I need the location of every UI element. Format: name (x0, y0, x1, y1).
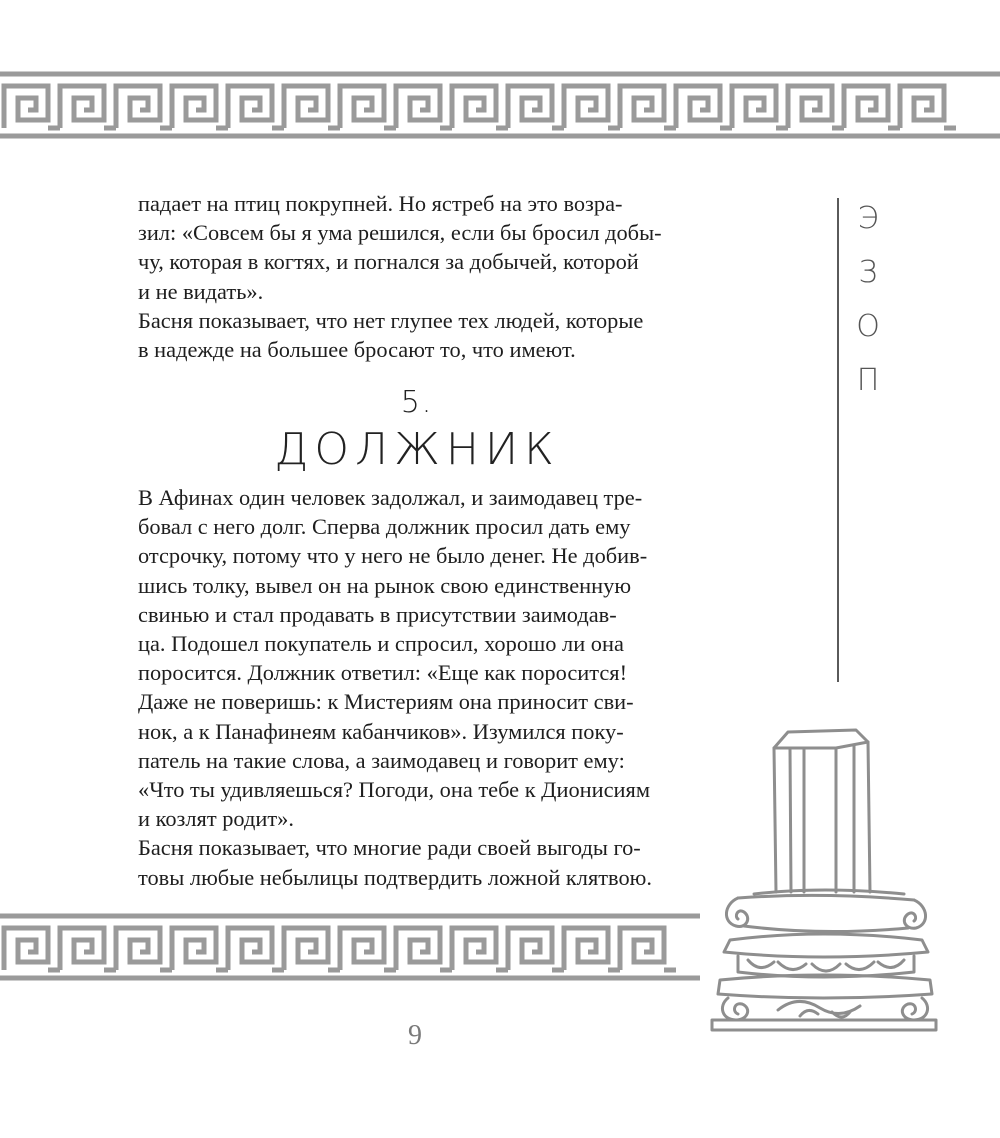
fable-title: ДОЛЖНИК (274, 424, 560, 475)
text-line: в надежде на большее бросают то, что имеют. (138, 337, 576, 363)
page-number: 9 (408, 1020, 422, 1051)
running-head-letter: З (858, 255, 878, 290)
greek-key-border-top-icon (0, 66, 1000, 144)
text-line: шись толку, вывел он на рынок свою единственную (138, 572, 632, 598)
meander-segment (4, 86, 48, 128)
greek-key-border-bottom-icon (0, 908, 700, 986)
text-line: Даже не поверишь: к Мистериям она приносит сви- (138, 689, 634, 715)
meander-segment (732, 86, 776, 128)
meander-segment (676, 86, 720, 128)
meander-segment (340, 86, 384, 128)
meander-segment (900, 86, 944, 128)
meander-segment (284, 86, 328, 128)
meander-segment (844, 86, 888, 128)
meander-segment (452, 86, 496, 128)
meander-segment (228, 86, 272, 128)
running-head-author (850, 192, 886, 408)
meander-segment (452, 928, 496, 970)
meander-segment (228, 928, 272, 970)
meander-segment (340, 928, 384, 970)
meander-segment (172, 86, 216, 128)
sidebar-divider (837, 198, 839, 682)
text-line: патель на такие слова, а заимодавец и говорит ему: (138, 747, 625, 773)
meander-segment (564, 86, 608, 128)
running-head-letter: П (856, 363, 880, 398)
meander-segment (172, 928, 216, 970)
text-line: Басня показывает, что многие ради своей выгоды го- (138, 835, 641, 861)
text-line: отсрочку, потому что у него не было денег. Не добив- (138, 543, 648, 569)
text-line: бовал с него долг. Сперва должник просил дать ему (138, 514, 631, 540)
meander-segment (620, 86, 664, 128)
text-line: товы любые небылицы подтвердить ложной клятвою. (138, 864, 652, 890)
text-line: В Афинах один человек задолжал, и заимодавец тре- (138, 485, 643, 510)
meander-segment (564, 928, 608, 970)
text-line: ца. Подошел покупатель и спросил, хорошо ли она (138, 631, 624, 657)
meander-segment (788, 86, 832, 128)
meander-segment (4, 928, 48, 970)
meander-segment (60, 86, 104, 128)
text-line: и не видать». (138, 278, 264, 304)
meander-segment (396, 928, 440, 970)
text-line: чу, которая в когтях, и погнался за добычей, которой (138, 249, 639, 275)
text-line: Басня показывает, что нет глупее тех людей, которые (138, 307, 644, 333)
previous-fable-ending (138, 189, 696, 364)
meander-segment (396, 86, 440, 128)
meander-segment (508, 928, 552, 970)
ionic-column-icon (708, 726, 940, 1036)
meander-segment (508, 86, 552, 128)
meander-segment (60, 928, 104, 970)
text-line: нок, а к Панафинеям кабанчиков». Изумился поку- (138, 718, 624, 744)
running-head-letter: Э (857, 201, 879, 236)
fable-body (138, 483, 696, 892)
text-line: «Что ты удивляешься? Погоди, она тебе к Дионисиям (138, 777, 650, 803)
text-line: свинью и стал продавать в присутствии заимодав- (138, 601, 617, 627)
meander-segment (284, 928, 328, 970)
text-line: и козлят родит». (138, 806, 294, 832)
text-line: зил: «Совсем бы я ума решился, если бы бросил добы- (138, 220, 662, 246)
meander-segment (620, 928, 664, 970)
meander-segment (116, 86, 160, 128)
text-line: поросится. Должник ответил: «Еще как поросится! (138, 660, 628, 686)
running-head-letter: О (856, 309, 880, 344)
meander-segment (116, 928, 160, 970)
text-line: падает на птиц покрупней. Но ястреб на это возра- (138, 191, 623, 216)
fable-number: 5. (400, 385, 434, 420)
